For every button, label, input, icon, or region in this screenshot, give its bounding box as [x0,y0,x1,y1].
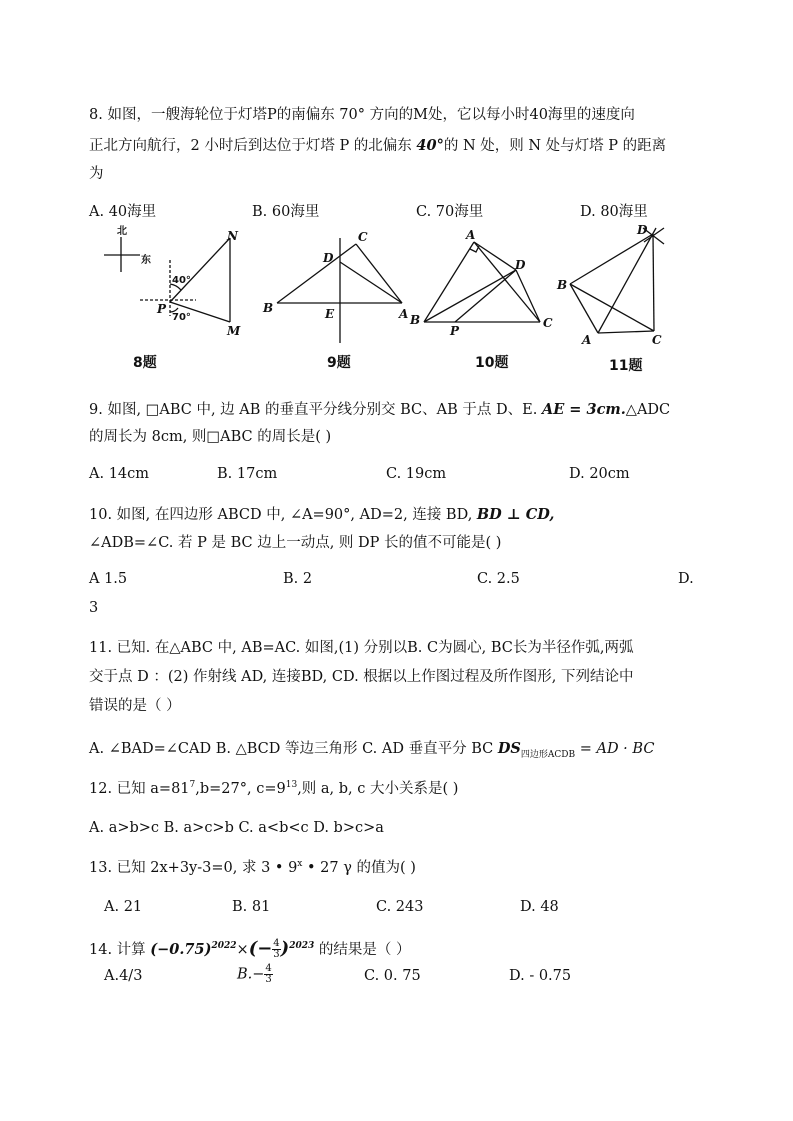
q14-prefix: 14. 计算 [89,941,151,958]
figures-strip [0,220,793,380]
q14-close: ) [280,937,290,959]
q9-line1c: △ADC [625,402,671,418]
q13-option-c: C. 243 [376,899,424,915]
fig10-label-d: D [515,258,526,272]
q14-option-b-denominator: 3 [265,974,272,985]
q10-formula: BD ⊥ CD, [476,506,555,523]
fig11-caption: 11题 [609,358,643,374]
q11-math-d: D [497,740,511,757]
q14-denominator: 3 [273,949,280,961]
q8-option-a: A. 40海里 [89,204,157,220]
q14-option-b-prefix: B.− [237,966,265,983]
q13-line1a: 13. 已知 2x+3y-3=0, 求 3 • 9 [89,860,298,876]
fig10-label-a: A [466,228,476,242]
fig8-label-p: P [157,302,167,316]
q14-option-a: A.4/3 [104,968,143,984]
fig11-label-a: A [582,333,592,347]
figure-10 [424,242,540,322]
fig8-north-label: 北 [117,226,127,237]
q8-line2a: 正北方向航行，2 小时后到达位于灯塔 P 的北偏东 [89,138,417,154]
q14-line1 [89,935,410,961]
q13-option-b: B. 81 [232,899,271,915]
q8-angle: 40° [416,137,444,154]
q14-option-d: D. - 0.75 [509,968,572,984]
q10-option-a: A 1.5 [89,571,128,587]
fig8-angle1: 40° [172,275,191,286]
q14-times: × [236,941,249,958]
q13-line1b: • 27 γ 的值为( ) [302,860,416,876]
q12-line1b: ,b=27°, c=9 [195,781,286,797]
q8-option-b: B. 60海里 [252,204,320,220]
q10-option-d-wrap: 3 [89,600,99,616]
q12-sup2: 13 [285,780,298,791]
fig8-angle2: 70° [172,312,191,323]
q9-option-a: A. 14cm [89,466,150,482]
fig11-label-c: C [652,333,662,347]
q8-line3: 为 [89,166,104,182]
q13-option-a: A. 21 [104,899,143,915]
fig9-label-a: A [399,307,409,321]
fig10-label-b: B [410,313,421,327]
fig10-label-c: C [543,316,553,330]
q14-exp1: 2022 [211,941,237,951]
q13-option-d: D. 48 [520,899,559,915]
q14-numerator: 4 [273,938,280,950]
figure-11 [570,228,664,333]
fig11-label-d: D [637,223,648,237]
figure-8 [104,237,230,322]
q8-option-c: C. 70海里 [416,204,484,220]
fig8-label-n: N [227,229,238,243]
q11-line3: 错误的是（ ） [89,698,181,714]
fig9-label-e: E [325,307,335,321]
q9-option-b: B. 17cm [217,466,278,482]
q9-option-d: D. 20cm [569,466,630,482]
q11-line2: 交于点 D ：(2) 作射线 AD, 连接BD, CD. 根据以上作图过程及所作图形, 下列结论中 [89,669,634,685]
fig10-caption: 10题 [475,355,509,371]
q12-sup1: 7 [189,780,196,791]
q8-option-d: D. 80海里 [580,204,648,220]
q11-math-eq: = AD · BC [575,741,655,757]
q11-subscript: 四边形ACDB [520,749,576,760]
q13-sup: x [297,859,303,870]
q14-option-b-fraction [264,964,272,985]
q10-line1 [89,503,554,524]
q14-base1: (−0.75) [150,940,212,958]
q10-option-b: B. 2 [283,571,313,587]
q14-option-b [237,964,273,985]
q13-line1 [89,856,416,877]
q11-math-s: S [510,740,521,757]
q9-formula: AE = 3cm. [541,401,626,418]
fig9-label-b: B [263,301,274,315]
q8-line2 [89,134,666,155]
q9-line1 [89,398,670,419]
q14-option-c: C. 0. 75 [364,968,421,984]
q12-line1a: 12. 已知 a=81 [89,781,190,797]
fig8-caption: 8题 [133,355,157,371]
q14-option-b-numerator: 4 [265,963,272,974]
fig8-east-label: 东 [141,255,151,266]
q9-option-c: C. 19cm [386,466,447,482]
q14-fraction [272,939,280,960]
fig9-label-d: D [323,251,334,265]
q11-options [89,737,654,760]
figure-9 [277,238,402,343]
q14-neg: (− [248,937,273,959]
fig9-caption: 9题 [327,355,351,371]
q9-line1a: 9. 如图, □ABC 中, 边 AB 的垂直平分线分别交 BC、AB 于点 D、E. [89,402,542,418]
q14-exp2: 2023 [289,941,315,951]
q10-option-d: D. [678,571,694,587]
q8-line1: 8. 如图，一艘海轮位于灯塔P的南偏东 70° 方向的M处，它以每小时40海里的速度向 [89,107,635,123]
q14-suffix: 的结果是（ ） [314,941,411,958]
q9-line2: 的周长为 8cm, 则□ABC 的周长是( ) [89,429,332,445]
q12-options: A. a>b>c B. a>c>b C. a<b<c D. b>c>a [89,820,384,836]
q12-line1c: ,则 a, b, c 大小关系是( ) [297,781,459,797]
q10-option-c: C. 2.5 [477,571,520,587]
q10-line1a: 10. 如图, 在四边形 ABCD 中, ∠A=90°, AD=2, 连接 BD, [89,507,477,523]
q10-line2: ∠ADB=∠C. 若 P 是 BC 边上一动点, 则 DP 长的值不可能是( ) [89,535,502,551]
q8-line2c: 的 N 处，则 N 处与灯塔 P 的距离 [443,138,667,154]
q11-option-text: A. ∠BAD=∠CAD B. △BCD 等边三角形 C. AD 垂直平分 BC [89,741,498,757]
fig9-label-c: C [358,230,368,244]
fig10-label-p: P [450,324,460,338]
fig8-label-m: M [227,324,241,338]
q11-line1: 11. 已知. 在△ABC 中, AB=AC. 如图,(1) 分别以B. C为圆心, BC长为半径作弧,两弧 [89,640,634,656]
q12-line1 [89,777,458,798]
fig11-label-b: B [557,278,568,292]
